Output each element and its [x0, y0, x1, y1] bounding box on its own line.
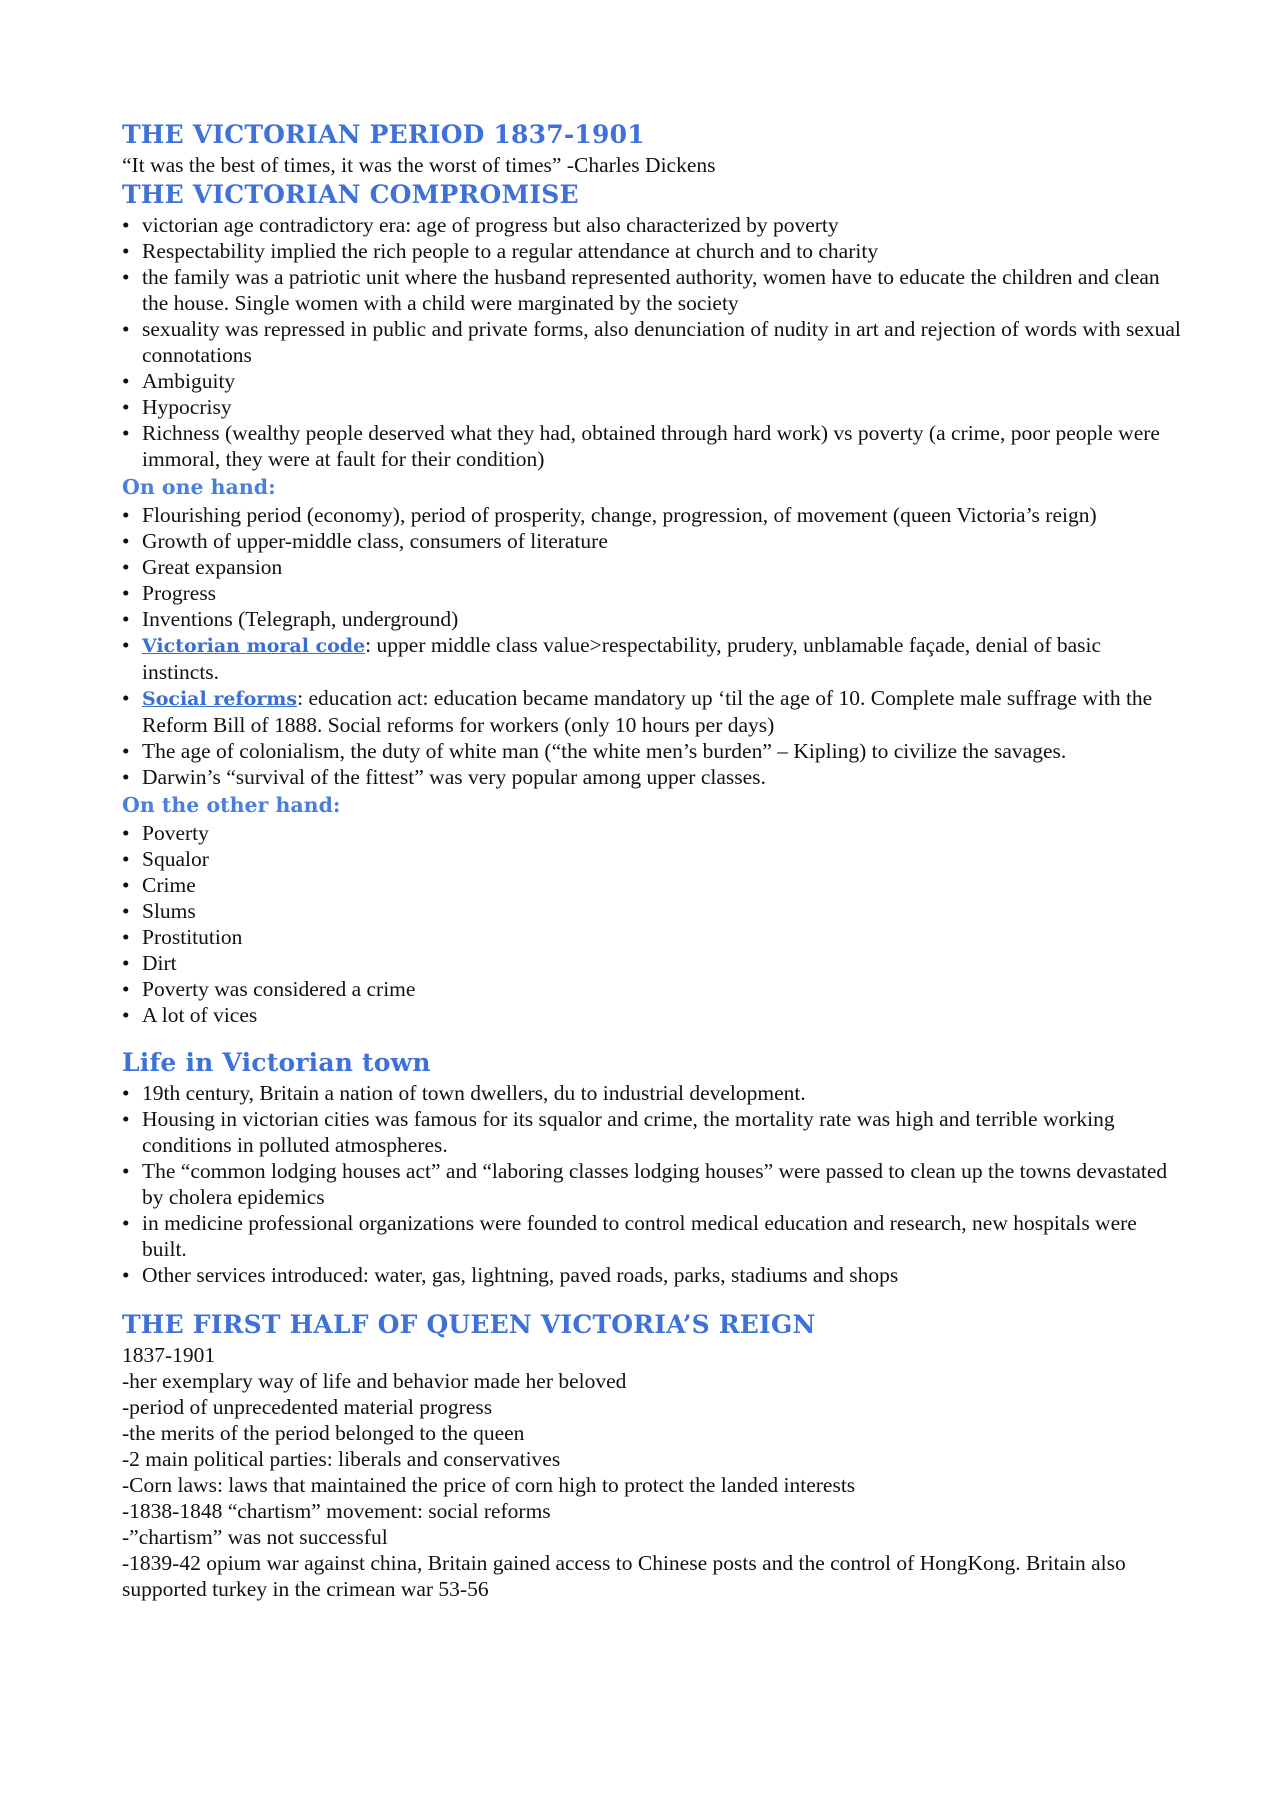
subsection-title-other-hand: On the other hand:: [122, 793, 341, 817]
text-line: 1837-1901: [122, 1343, 216, 1367]
list-item: • in medicine professional organizations were founded to control medical education and research, new hospitals were built.: [122, 1210, 1182, 1262]
list-item: • Housing in victorian cities was famous for its squalor and crime, the mortality rate was high and terrible working conditions in polluted atmospheres.: [122, 1106, 1182, 1158]
list-item: • Richness (wealthy people deserved what they had, obtained through hard work) vs poverty (a crime, poor people were immoral, they were at fault for their condition): [122, 420, 1182, 472]
other-hand-list: [122, 820, 1182, 1028]
list-item: • Prostitution: [122, 924, 1182, 950]
list-item: • Darwin’s “survival of the fittest” was very popular among upper classes.: [122, 764, 1182, 790]
list-item: • Dirt: [122, 950, 1182, 976]
list-item: • Flourishing period (economy), period of prosperity, change, progression, of movement (queen Victoria’s reign): [122, 502, 1182, 528]
section-title-victorian-town: Life in Victorian town: [122, 1048, 431, 1077]
list-item: • Squalor: [122, 846, 1182, 872]
text-line: -her exemplary way of life and behavior made her beloved: [122, 1369, 627, 1393]
document-page: [122, 118, 1182, 1602]
list-item: • 19th century, Britain a nation of town dwellers, du to industrial development.: [122, 1080, 1182, 1106]
list-item: • A lot of vices: [122, 1002, 1182, 1028]
text-line: -the merits of the period belonged to the queen: [122, 1421, 525, 1445]
page-title: THE VICTORIAN PERIOD 1837-1901: [122, 120, 645, 149]
compromise-list: [122, 212, 1182, 472]
text-line: -1838-1848 “chartism” movement: social reforms: [122, 1499, 551, 1523]
list-item: • victorian age contradictory era: age of progress but also characterized by poverty: [122, 212, 1182, 238]
victorian-moral-code-link[interactable]: Victorian moral code: [142, 635, 366, 657]
text-line: -period of unprecedented material progress: [122, 1395, 493, 1419]
list-item: • The age of colonialism, the duty of white man (“the white men’s burden” – Kipling) to civilize the savages.: [122, 738, 1182, 764]
list-item: • Poverty: [122, 820, 1182, 846]
list-item: • Other services introduced: water, gas, lightning, paved roads, parks, stadiums and shops: [122, 1262, 1182, 1288]
text-line: -2 main political parties: liberals and conservatives: [122, 1447, 561, 1471]
section-title-compromise: THE VICTORIAN COMPROMISE: [122, 180, 579, 209]
list-item: • the family was a patriotic unit where the husband represented authority, women have to educate the children and clean the house. Single women with a child were marginated by the society: [122, 264, 1182, 316]
spacer: [122, 1028, 1182, 1046]
social-reforms-link[interactable]: Social reforms: [142, 688, 298, 710]
text-line: -Corn laws: laws that maintained the price of corn high to protect the landed interests: [122, 1473, 856, 1497]
list-item-moral-code: [122, 632, 1182, 685]
text-line: -1839-42 opium war against china, Britain gained access to Chinese posts and the control of HongKong. Britain also supported turkey in the crimean war 53-56: [122, 1551, 1126, 1601]
list-item: • The “common lodging houses act” and “laboring classes lodging houses” were passed to clean up the towns devastated by cholera epidemics: [122, 1158, 1182, 1210]
list-item: • Progress: [122, 580, 1182, 606]
list-item: • Respectability implied the rich people to a regular attendance at church and to charity: [122, 238, 1182, 264]
subsection-title-one-hand: On one hand:: [122, 475, 276, 499]
list-item: • Inventions (Telegraph, underground): [122, 606, 1182, 632]
list-item: • Slums: [122, 898, 1182, 924]
list-item: • Ambiguity: [122, 368, 1182, 394]
list-item-social-reforms: [122, 685, 1182, 738]
section-title-first-half: THE FIRST HALF OF QUEEN VICTORIA’S REIGN: [122, 1310, 816, 1339]
victorian-town-list: [122, 1080, 1182, 1288]
list-item: • Poverty was considered a crime: [122, 976, 1182, 1002]
dickens-quote: “It was the best of times, it was the worst of times” -Charles Dickens: [122, 153, 716, 177]
moral-code-text: : upper middle class value>respectability, prudery, unblamable façade, denial of basic instincts.: [142, 633, 1102, 684]
spacer: [122, 1288, 1182, 1308]
list-item: • sexuality was repressed in public and private forms, also denunciation of nudity in art and rejection of words with sexual connotations: [122, 316, 1182, 368]
list-item: • Great expansion: [122, 554, 1182, 580]
list-item: • Growth of upper-middle class, consumers of literature: [122, 528, 1182, 554]
one-hand-list: [122, 502, 1182, 790]
list-item: • Hypocrisy: [122, 394, 1182, 420]
list-item: • Crime: [122, 872, 1182, 898]
social-reforms-text: : education act: education became mandatory up ‘til the age of 10. Complete male suffrage with the Reform Bill of 1888. Social reforms for workers (only 10 hours per days): [142, 686, 1153, 737]
text-line: -”chartism” was not successful: [122, 1525, 388, 1549]
